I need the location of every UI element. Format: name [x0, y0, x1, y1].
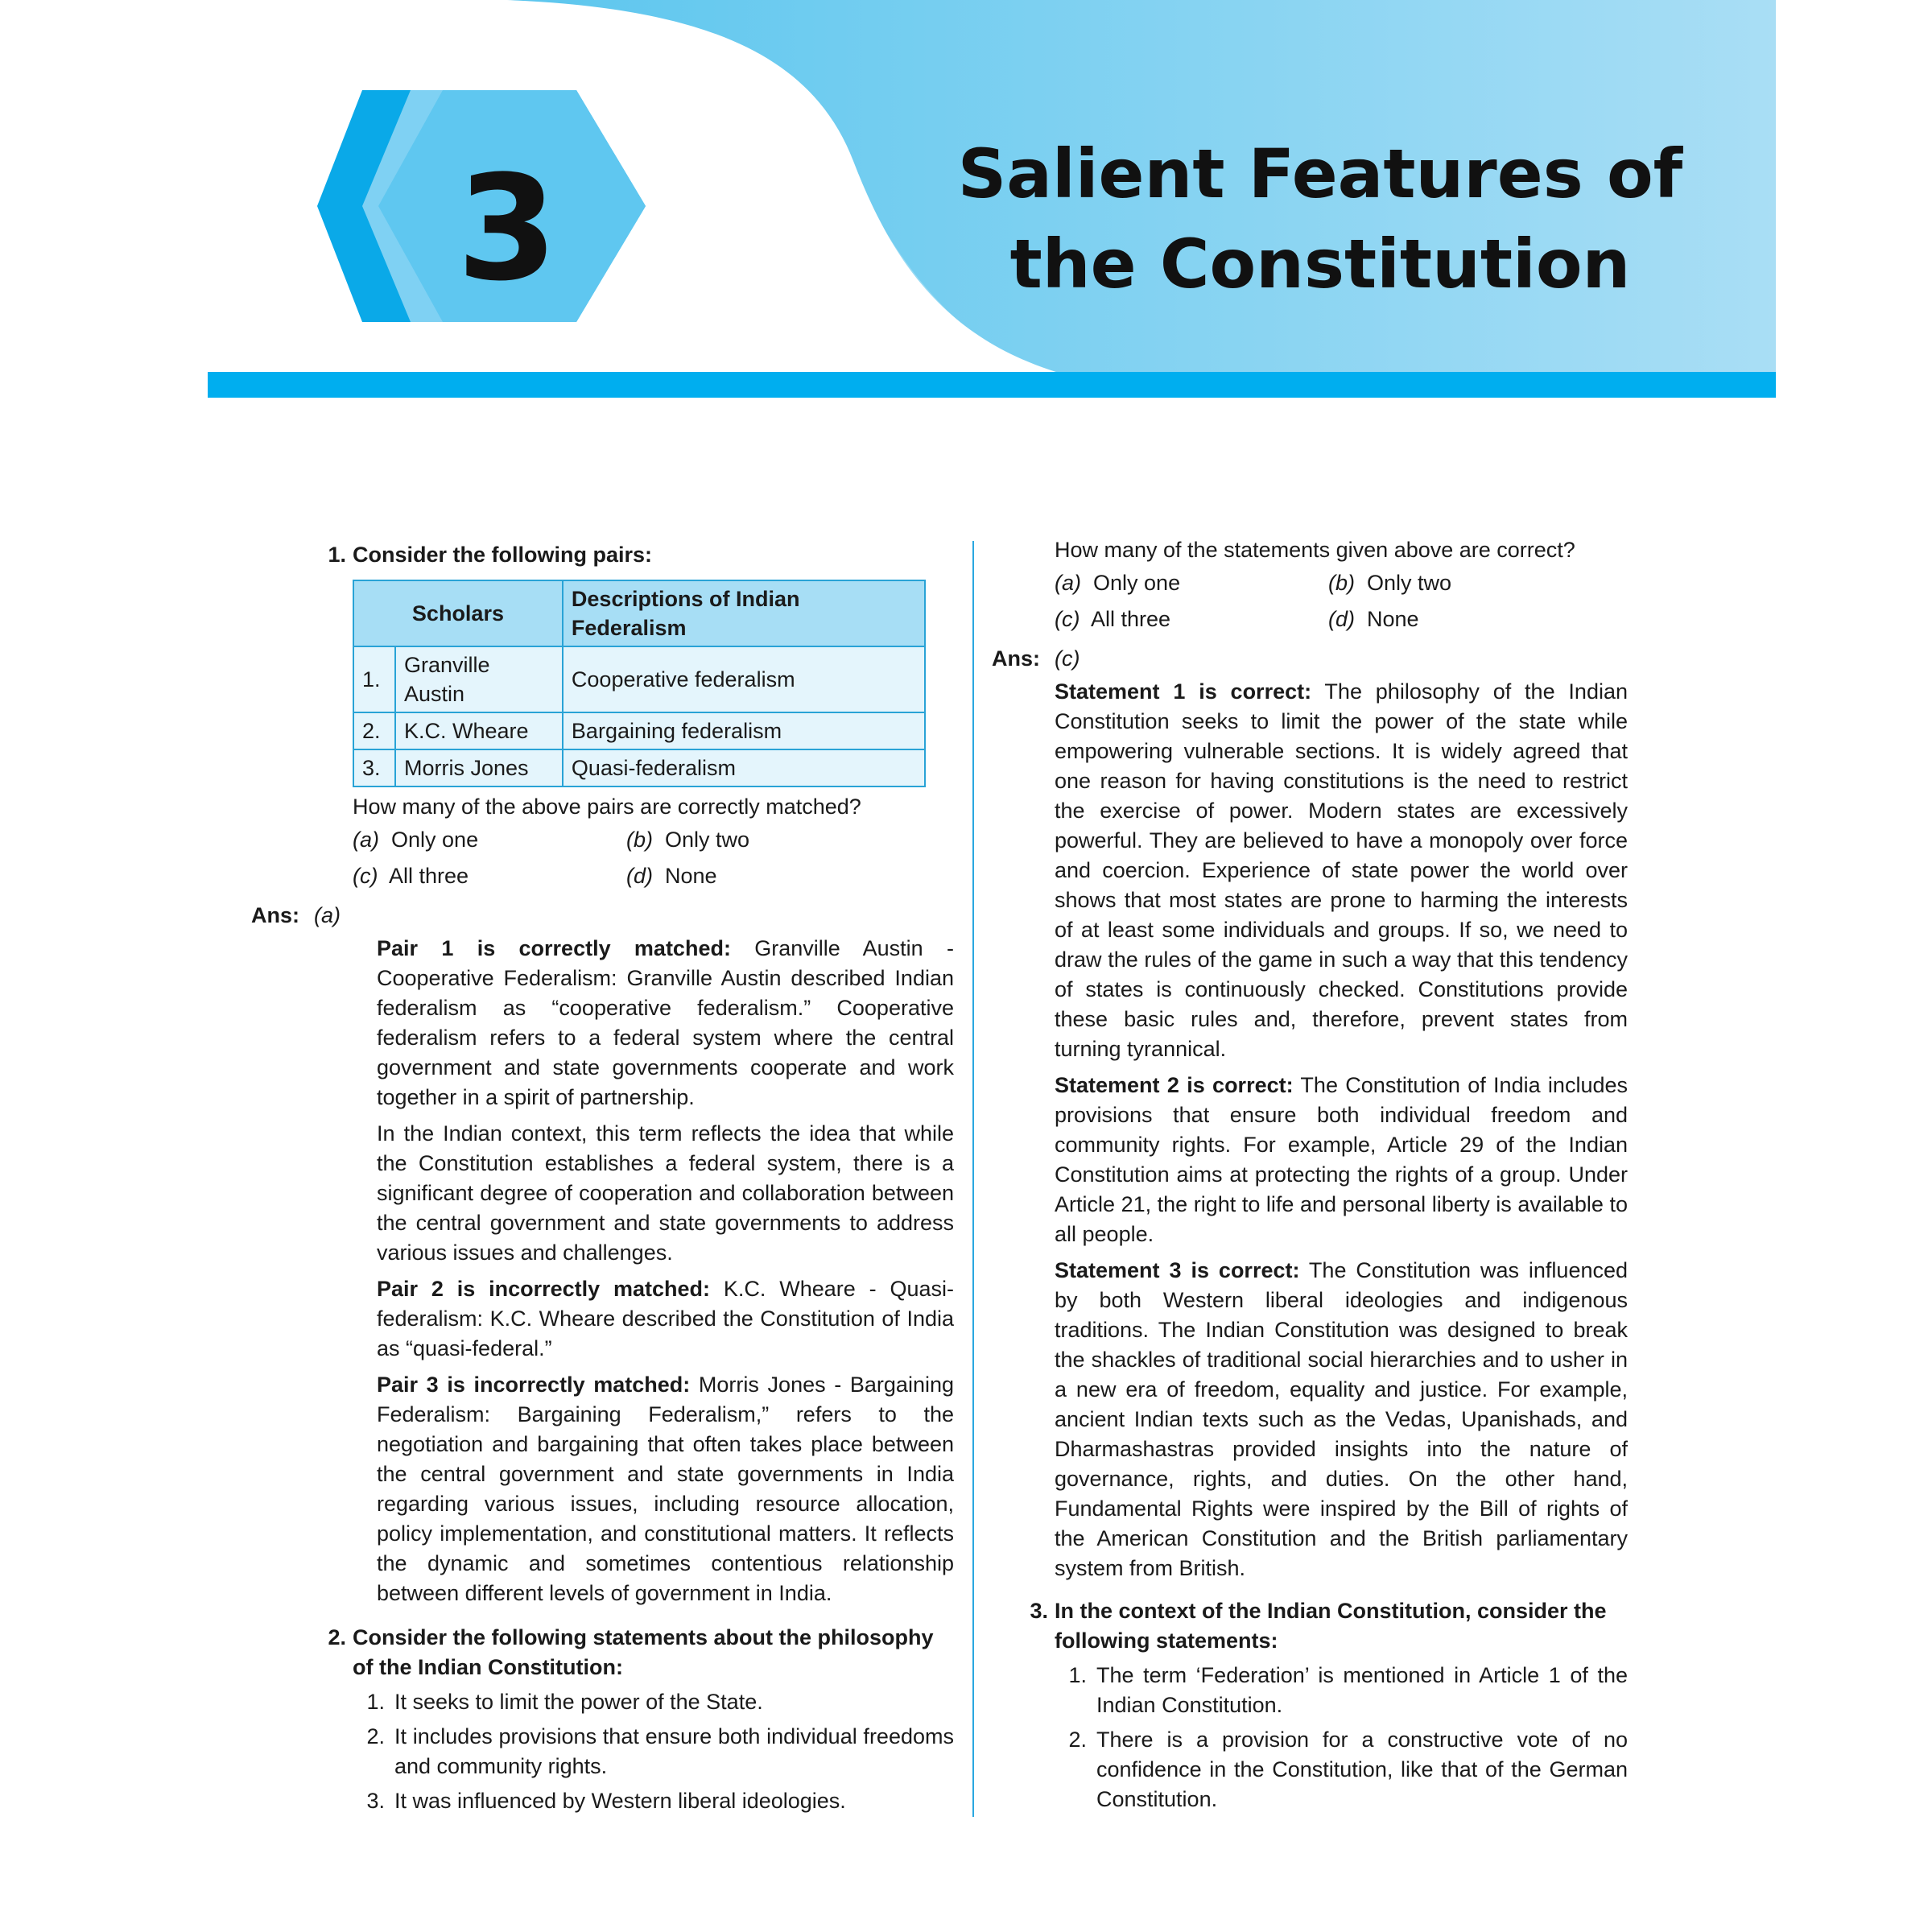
list-item: 2. There is a provision for a constructive vote of no confidence in the Constitution, like that of the German Constitution.	[1068, 1728, 1628, 1811]
table-cell-description: Cooperative federalism	[563, 646, 925, 712]
chapter-title-line-2: the Constitution	[1009, 225, 1631, 303]
option-b: (b) Only two	[626, 828, 750, 852]
list-item: 1. The term ‘Federation’ is mentioned in Article 1 of the Indian Constitution.	[1068, 1663, 1628, 1717]
statement-list	[353, 1687, 954, 1816]
answer-options	[1055, 568, 1628, 634]
table-cell-number: 1.	[353, 646, 395, 712]
answer-label: Ans:	[992, 646, 1040, 671]
option-d: (d) None	[1328, 607, 1419, 631]
table-cell-scholar: Granville Austin	[395, 646, 563, 712]
answer-value: (c)	[1055, 646, 1080, 671]
question-text: Consider the following statements about the philosophy of the Indian Constitution:	[353, 1625, 934, 1679]
list-item: 2. It includes provisions that ensure both individual freedoms and community rights.	[366, 1724, 954, 1778]
option-b: (b) Only two	[1328, 571, 1452, 595]
question-number: 1.	[328, 543, 346, 567]
option-c: (c) All three	[353, 864, 469, 888]
question-prompt: How many of the statements given above are correct?	[1055, 538, 1575, 562]
explanation-paragraph: In the Indian context, this term reflects the idea that while the Constitution establishes a federal system, there is a significant degree of cooperation and collaboration between the central government and state governments to address various issues and challenges.	[377, 1121, 954, 1265]
answer-options	[353, 825, 954, 891]
answer-label: Ans:	[251, 903, 299, 927]
explanation-paragraph: Statement 2 is correct: The Constitution of India includes provisions that ensure both individual freedom and community rights. For example, Article 29 of the Indian Constitution aims at protecting the rights of a group. Under Article 21, the right to life and personal liberty is available to all people.	[1055, 1073, 1628, 1246]
question-2	[314, 1623, 954, 1682]
question-text: In the context of the Indian Constitution, consider the following statements:	[1055, 1599, 1607, 1653]
pairs-table	[353, 580, 926, 787]
option-a: (a) Only one	[1055, 571, 1181, 595]
option-c: (c) All three	[1055, 607, 1171, 631]
table-cell-number: 2.	[353, 712, 395, 749]
chapter-title	[950, 129, 1690, 309]
list-item: 3. It was influenced by Western liberal ideologies.	[366, 1789, 846, 1813]
statement-list	[1055, 1661, 1628, 1814]
chapter-title-line-1: Salient Features of	[957, 134, 1683, 213]
explanation-paragraph: Statement 1 is correct: The philosophy of the Indian Constitution seeks to limit the power of the state while empowering vulnerable sections. It is widely agreed that one reason for having constitutions is the need to restrict the exercise of power. Modern states are excessively powerful. They are believed to have a monopoly over force and coercion. Experience of state power the world over shows that most states are prone to harming the interests of at least some individuals and groups. If so, we need to draw the rules of the game in such a way that this tendency of states is continuously checked. Constitutions provide these basic rules and, therefore, prevent states from turning tyrannical.	[1055, 679, 1628, 1061]
table-cell-scholar: K.C. Wheare	[395, 712, 563, 749]
header-underline-bar	[208, 372, 1776, 398]
question-number: 3.	[1030, 1599, 1048, 1623]
section-banner-title: Objective Questions for Practice	[719, 465, 1221, 500]
chapter-number: 3	[456, 145, 558, 313]
table-row	[353, 712, 925, 749]
option-a: (a) Only one	[353, 828, 479, 852]
table-row	[353, 749, 925, 786]
answer-line	[992, 644, 1628, 674]
table-cell-description: Quasi-federalism	[563, 749, 925, 786]
question-prompt: How many of the above pairs are correctly matched?	[353, 795, 861, 819]
option-d: (d) None	[626, 864, 717, 888]
table-row	[353, 646, 925, 712]
left-column	[251, 535, 954, 1816]
table-header-scholars: Scholars	[353, 580, 563, 646]
question-1	[314, 540, 954, 570]
explanation-paragraph: Statement 3 is correct: The Constitution was influenced by both Western liberal ideologies and indigenous traditions. The Indian Constitution was designed to break the shackles of traditional social hierarchies and to usher in a new era of freedom, equality and justice. For example, ancient Indian texts such as the Vedas, Upanishads, and Dharmashastras provided insights into the nature of governance, rights, and duties. On the other hand, Fundamental Rights were inspired by the Bill of rights of the American Constitution and the British parliamentary system from British.	[1055, 1258, 1629, 1580]
column-divider	[972, 541, 974, 1817]
explanation-paragraph: Pair 2 is incorrectly matched: K.C. Wheare - Quasi-federalism: K.C. Wheare described the Constitution of India as “quasi-federal.”	[377, 1277, 954, 1360]
answer-value: (a)	[314, 903, 341, 927]
explanation-paragraph: Pair 1 is correctly matched: Granville Austin - Cooperative Federalism: Granville Austin described Indian federalism as “cooperative federalism.” Cooperative federalism refers to a federal system where the central government and state governments cooperate and work together in a spirit of partnership.	[377, 936, 954, 1109]
question-text: Consider the following pairs:	[353, 543, 653, 567]
table-cell-number: 3.	[353, 749, 395, 786]
answer-line	[251, 901, 954, 931]
right-column	[992, 535, 1628, 1814]
table-cell-description: Bargaining federalism	[563, 712, 925, 749]
question-number: 2.	[328, 1625, 346, 1649]
explanation-paragraph: Pair 3 is incorrectly matched: Morris Jones - Bargaining Federalism: Bargaining Federalism,” refers to the negotiation and bargaining that often takes place between the central government and state governments in India regarding various issues, including resource allocation, policy implementation, and constitutional matters. It reflects the dynamic and sometimes contentious relationship between different levels of government in India.	[377, 1373, 954, 1605]
question-3	[1016, 1596, 1628, 1656]
list-item: 1. It seeks to limit the power of the State.	[366, 1690, 763, 1714]
table-cell-scholar: Morris Jones	[395, 749, 563, 786]
table-header-row	[353, 580, 925, 646]
table-header-descriptions: Descriptions of Indian Federalism	[563, 580, 925, 646]
